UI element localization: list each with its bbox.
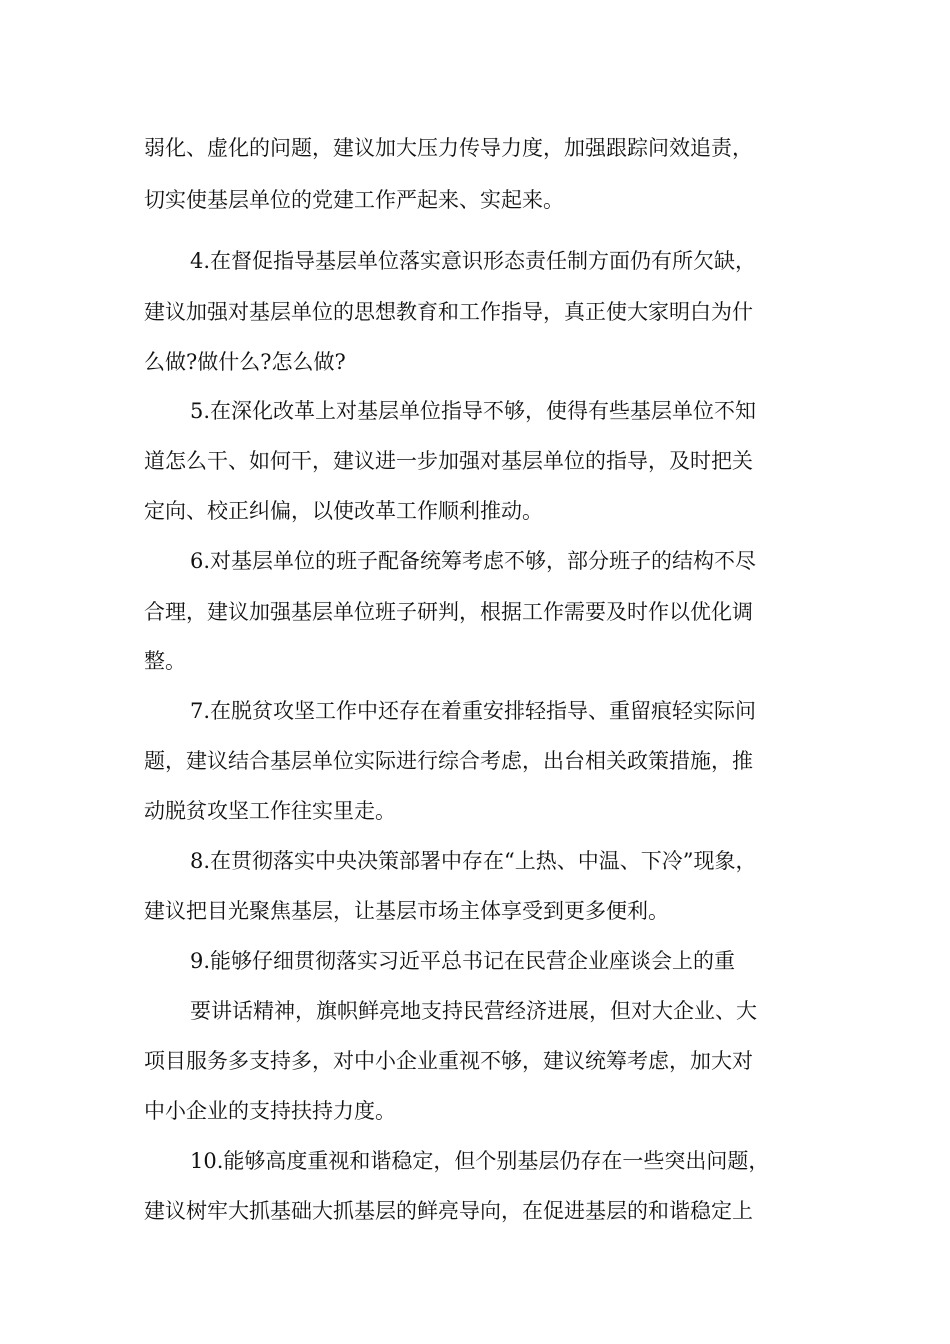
text-line: 弱化、虚化的问题，建议加大压力传导力度，加强跟踪问效追责， xyxy=(144,136,753,160)
text-line: 中小企业的支持扶持力度。 xyxy=(144,1099,396,1123)
text-line: 要讲话精神，旗帜鲜亮地支持民营经济进展，但对大企业、大 xyxy=(190,999,757,1023)
text-line: 4.在督促指导基层单位落实意识形态责任制方面仍有所欠缺， xyxy=(190,249,757,273)
text-line: 8.在贯彻落实中央决策部署中存在“上热、中温、下冷”现象， xyxy=(190,849,757,873)
text-line: 6.对基层单位的班子配备统筹考虑不够，部分班子的结构不尽 xyxy=(190,549,757,573)
text-line: 道怎么干、如何干，建议进一步加强对基层单位的指导，及时把关 xyxy=(144,449,753,473)
text-line: 10.能够高度重视和谐稳定，但个别基层仍存在一些突出问题， xyxy=(190,1149,770,1173)
text-line: 切实使基层单位的党建工作严起来、实起来。 xyxy=(144,188,564,212)
text-line: 动脱贫攻坚工作往实里走。 xyxy=(144,799,396,823)
text-line: 9.能够仔细贯彻落实习近平总书记在民营企业座谈会上的重 xyxy=(190,949,736,973)
text-line: 么做?做什么?怎么做? xyxy=(144,350,346,374)
text-line: 项目服务多支持多，对中小企业重视不够，建议统筹考虑，加大对 xyxy=(144,1049,753,1073)
text-line: 整。 xyxy=(144,649,186,673)
text-line: 7.在脱贫攻坚工作中还存在着重安排轻指导、重留痕轻实际问 xyxy=(190,699,757,723)
text-line: 建议树牢大抓基础大抓基层的鲜亮导向，在促进基层的和谐稳定上 xyxy=(144,1199,753,1223)
text-line: 题，建议结合基层单位实际进行综合考虑，出台相关政策措施，推 xyxy=(144,749,753,773)
text-line: 5.在深化改革上对基层单位指导不够，使得有些基层单位不知 xyxy=(190,399,757,423)
text-line: 建议把目光聚焦基层，让基层市场主体享受到更多便利。 xyxy=(144,899,669,923)
text-line: 合理，建议加强基层单位班子研判，根据工作需要及时作以优化调 xyxy=(144,600,753,624)
text-line: 建议加强对基层单位的思想教育和工作指导，真正使大家明白为什 xyxy=(144,300,753,324)
text-line: 定向、校正纠偏，以使改革工作顺利推动。 xyxy=(144,499,543,523)
